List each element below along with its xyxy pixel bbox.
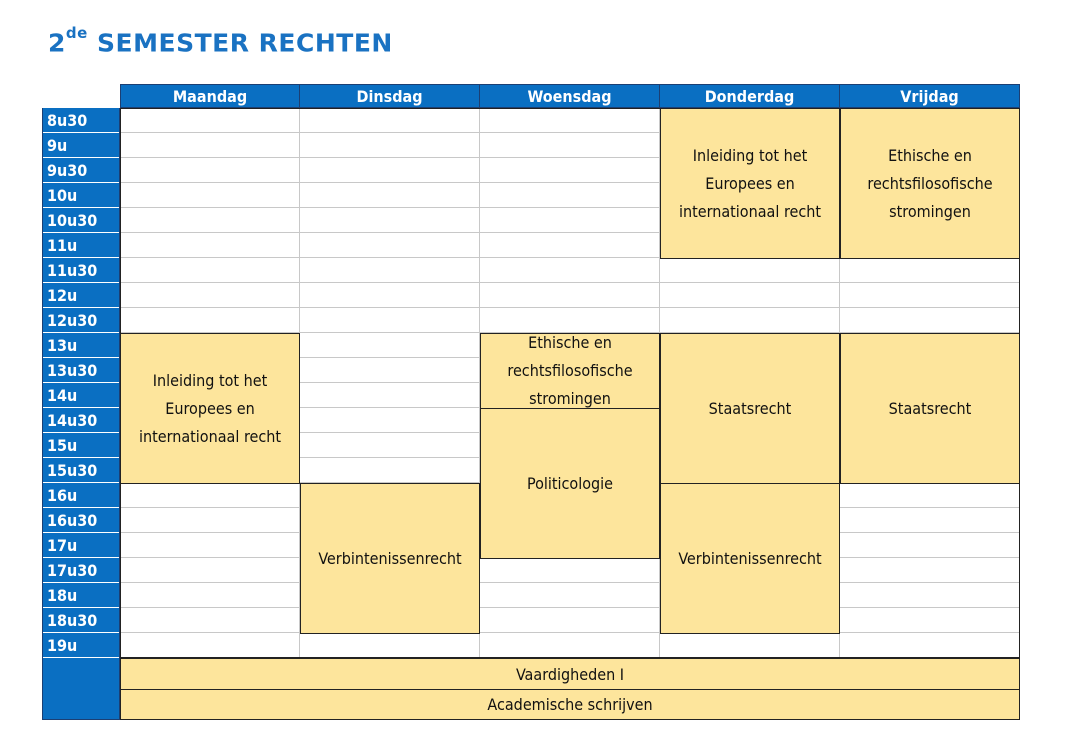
time-label: 15u30 — [43, 458, 119, 483]
course-block[interactable]: Staatsrecht — [660, 333, 840, 484]
empty-slot — [840, 308, 1020, 333]
course-block[interactable]: Inleiding tot het Europees en internationaal recht — [120, 333, 300, 484]
empty-slot — [840, 583, 1020, 608]
empty-slot — [300, 108, 480, 133]
time-label: 11u30 — [43, 258, 119, 283]
title-superscript: de — [65, 24, 88, 42]
time-label: 10u — [43, 183, 119, 208]
empty-slot — [300, 308, 480, 333]
empty-slot — [120, 108, 300, 133]
empty-slot — [120, 233, 300, 258]
empty-slot — [300, 208, 480, 233]
time-label: 12u — [43, 283, 119, 308]
empty-slot — [840, 633, 1020, 658]
empty-slot — [300, 633, 480, 658]
empty-slot — [660, 283, 840, 308]
empty-slot — [840, 508, 1020, 533]
time-label: 14u30 — [43, 408, 119, 433]
time-label: 10u30 — [43, 208, 119, 233]
title-text: SEMESTER RECHTEN — [97, 28, 393, 58]
course-block[interactable]: Ethische en rechtsfilosofische stromingen — [480, 333, 660, 409]
empty-slot — [300, 358, 480, 383]
course-block[interactable]: Verbintenissenrecht — [300, 483, 480, 634]
empty-slot — [120, 483, 300, 508]
empty-slot — [120, 133, 300, 158]
day-header-donderdag: Donderdag — [660, 84, 840, 108]
time-label: 11u — [43, 233, 119, 258]
empty-slot — [300, 383, 480, 408]
empty-slot — [480, 633, 660, 658]
empty-slot — [120, 258, 300, 283]
empty-slot — [660, 633, 840, 658]
empty-slot — [120, 533, 300, 558]
empty-slot — [660, 258, 840, 283]
time-label: 12u30 — [43, 308, 119, 333]
empty-slot — [300, 158, 480, 183]
empty-slot — [480, 133, 660, 158]
time-label: 9u30 — [43, 158, 119, 183]
empty-slot — [480, 158, 660, 183]
empty-slot — [840, 258, 1020, 283]
empty-slot — [300, 408, 480, 433]
empty-slot — [120, 508, 300, 533]
time-label: 9u — [43, 133, 119, 158]
day-header-dinsdag: Dinsdag — [300, 84, 480, 108]
empty-slot — [480, 583, 660, 608]
empty-slot — [120, 583, 300, 608]
time-label: 18u30 — [43, 608, 119, 633]
time-label: 15u — [43, 433, 119, 458]
empty-slot — [120, 183, 300, 208]
course-block[interactable]: Politicologie — [480, 408, 660, 559]
empty-slot — [300, 433, 480, 458]
empty-slot — [480, 208, 660, 233]
time-label: 17u30 — [43, 558, 119, 583]
empty-slot — [480, 283, 660, 308]
time-label: 14u — [43, 383, 119, 408]
empty-slot — [840, 533, 1020, 558]
day-header-woensdag: Woensdag — [480, 84, 660, 108]
empty-slot — [300, 333, 480, 358]
empty-slot — [480, 608, 660, 633]
empty-slot — [300, 258, 480, 283]
empty-slot — [660, 308, 840, 333]
empty-slot — [120, 608, 300, 633]
empty-slot — [300, 233, 480, 258]
time-label: 19u — [43, 633, 119, 658]
empty-slot — [300, 458, 480, 483]
time-label: 13u30 — [43, 358, 119, 383]
empty-slot — [120, 558, 300, 583]
day-header-maandag: Maandag — [120, 84, 300, 108]
empty-slot — [300, 283, 480, 308]
time-label: 17u — [43, 533, 119, 558]
empty-slot — [120, 633, 300, 658]
empty-slot — [300, 183, 480, 208]
empty-slot — [480, 558, 660, 583]
extra-row[interactable]: Vaardigheden I — [120, 658, 1020, 690]
time-label: 8u30 — [43, 108, 119, 133]
empty-slot — [840, 283, 1020, 308]
empty-slot — [480, 233, 660, 258]
course-block[interactable]: Verbintenissenrecht — [660, 483, 840, 634]
empty-slot — [480, 183, 660, 208]
day-header-vrijdag: Vrijdag — [840, 84, 1020, 108]
course-block[interactable]: Inleiding tot het Europees en internationaal recht — [660, 108, 840, 259]
empty-slot — [120, 158, 300, 183]
title-number: 2 — [48, 28, 66, 58]
empty-slot — [120, 283, 300, 308]
course-block[interactable]: Ethische en rechtsfilosofische stromingen — [840, 108, 1020, 259]
empty-slot — [480, 258, 660, 283]
time-label: 13u — [43, 333, 119, 358]
empty-slot — [300, 133, 480, 158]
empty-slot — [480, 108, 660, 133]
time-label: 18u — [43, 583, 119, 608]
empty-slot — [840, 608, 1020, 633]
course-block[interactable]: Staatsrecht — [840, 333, 1020, 484]
empty-slot — [120, 308, 300, 333]
time-label: 16u — [43, 483, 119, 508]
empty-slot — [840, 558, 1020, 583]
extra-row[interactable]: Academische schrijven — [120, 689, 1020, 720]
empty-slot — [120, 208, 300, 233]
time-label: 16u30 — [43, 508, 119, 533]
empty-slot — [840, 483, 1020, 508]
